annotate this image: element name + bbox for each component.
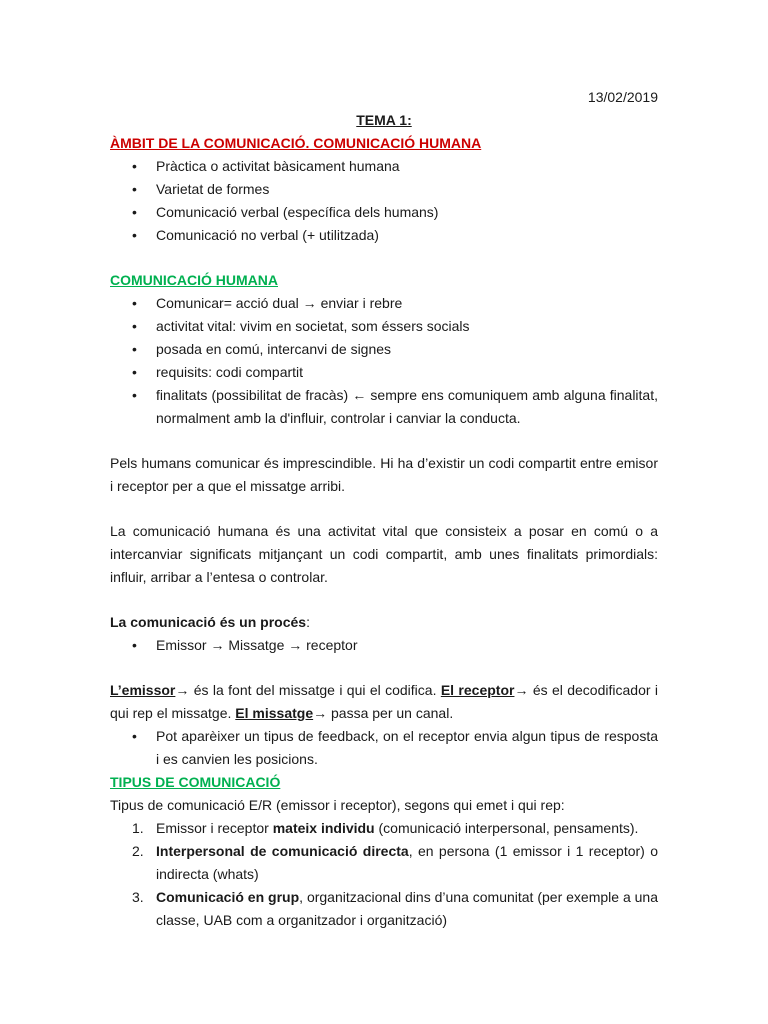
tipus-intro: Tipus de comunicació E/R (emissor i receptor), segons qui emet i qui rep: xyxy=(110,797,565,813)
paragraph-definicio: La comunicació humana és una activitat vital que consisteix a posar en comú o a intercanviar significats mitjançant un codi compartit, amb unes finalitats primordials: influir, arribar a l’entesa o controlar. xyxy=(110,523,658,585)
roles-paragraph xyxy=(110,679,658,725)
process-colon: : xyxy=(306,614,310,630)
emissor-term: L’emissor xyxy=(110,682,176,698)
list-item: • Varietat de formes xyxy=(110,178,658,201)
item-bold-text: mateix individu xyxy=(272,820,375,836)
item-text: , en persona (1 emissor i 1 receptor) o indirecta (whats) xyxy=(156,843,658,882)
section-heading-ambit: ÀMBIT DE LA COMUNICACIÓ. COMUNICACIÓ HUMANA xyxy=(110,135,482,151)
item-bold-text: Interpersonal de comunicació directa xyxy=(156,843,409,859)
list-item: • activitat vital: vivim en societat, som éssers socials xyxy=(110,315,658,338)
item-text: , organitzacional dins d’una comunitat (per exemple a una classe, UAB com a organitzador i organització) xyxy=(156,889,659,928)
list-item: • Pràctica o activitat bàsicament humana xyxy=(110,155,658,178)
list-item xyxy=(110,886,658,932)
list-item: • Comunicar= acció dual → enviar i rebre xyxy=(110,292,658,315)
receptor-text: → és el decodificador i qui rep el missatge. xyxy=(110,682,658,721)
list-item: • finalitats (possibilitat de fracàs) ← sempre ens comuniquem amb alguna finalitat, normalment amb la d'influir, controlar i canviar la conducta. xyxy=(110,384,658,430)
list-item: • Pot aparèixer un tipus de feedback, on el receptor envia algun tipus de resposta i es canvien les posicions. xyxy=(110,725,658,771)
missatge-term: El missatge xyxy=(235,705,314,721)
receptor-term: El receptor xyxy=(440,682,515,698)
list-item xyxy=(110,840,658,886)
list-item: • Comunicació no verbal (+ utilitzada) xyxy=(110,224,658,247)
paragraph-imprescindible: Pels humans comunicar és imprescindible. Hi ha d’existir un codi compartit entre emisor i receptor per a que el missatge arribi. xyxy=(110,455,658,494)
list-item: • posada en comú, intercanvi de signes xyxy=(110,338,658,361)
missatge-text: → passa per un canal. xyxy=(313,705,454,721)
roles-list xyxy=(110,725,658,771)
tipus-list xyxy=(110,817,658,932)
list-number: 3. xyxy=(132,889,144,905)
section-heading-comunicacio-humana: COMUNICACIÓ HUMANA xyxy=(110,272,278,288)
list-number: 1. xyxy=(132,820,144,836)
list-item: • Emissor → Missatge → receptor xyxy=(110,634,658,657)
list-item: • requisits: codi compartit xyxy=(110,361,658,384)
list-number: 2. xyxy=(132,843,144,859)
process-label-line xyxy=(110,611,658,634)
document-date: 13/02/2019 xyxy=(587,89,658,105)
item-bold-text: Comunicació en grup xyxy=(156,889,300,905)
item-text: (comunicació interpersonal, pensaments). xyxy=(374,820,639,836)
list-item: • Comunicació verbal (específica dels humans) xyxy=(110,201,658,224)
section1-list xyxy=(110,155,658,247)
process-label: La comunicació és un procés xyxy=(110,614,307,630)
section-heading-tipus: TIPUS DE COMUNICACIÓ xyxy=(110,774,281,790)
section2-list xyxy=(110,292,658,430)
list-item xyxy=(110,817,658,840)
item-text: Emissor i receptor xyxy=(156,820,273,836)
process-list xyxy=(110,634,658,657)
emissor-text: → és la font del missatge i qui el codifica. xyxy=(175,682,441,698)
document-title: TEMA 1: xyxy=(356,112,412,128)
